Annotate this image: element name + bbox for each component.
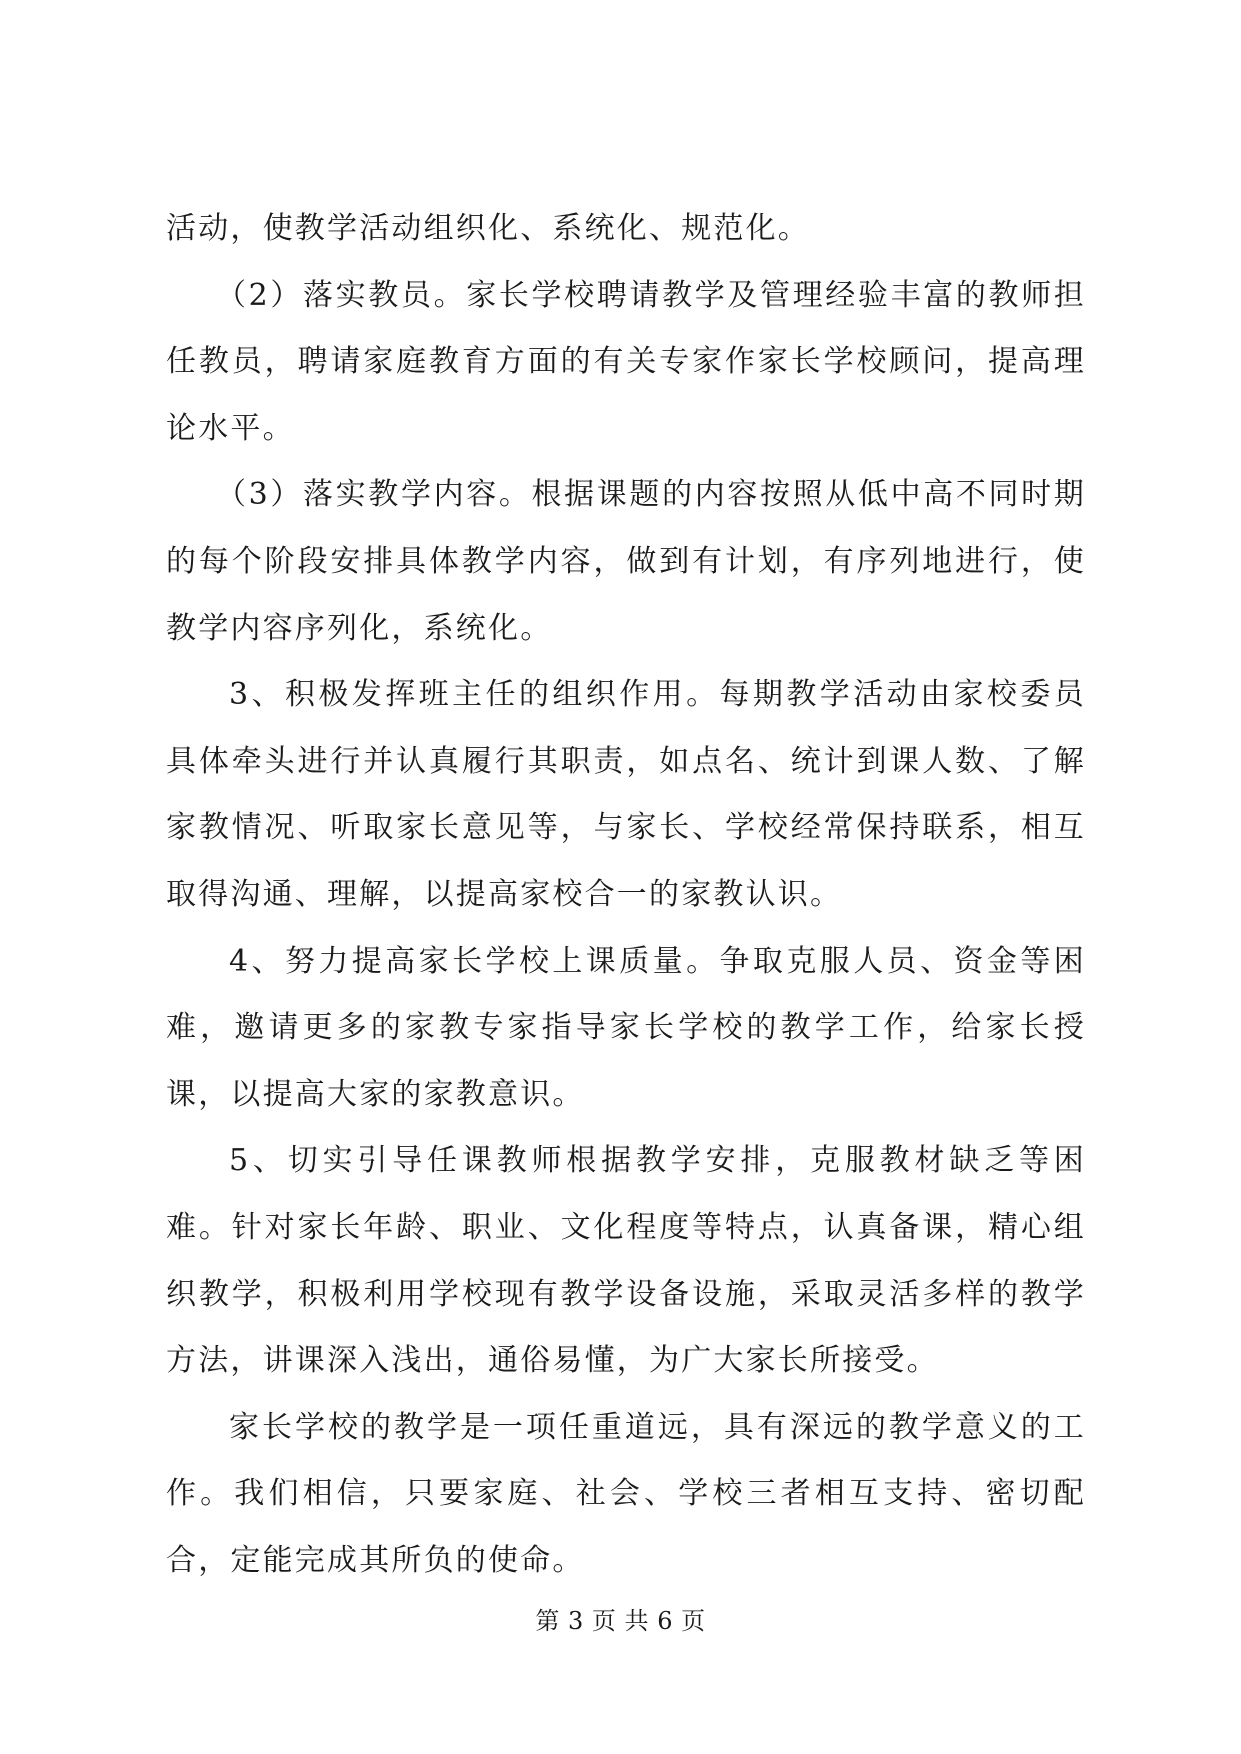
paragraph-point-5: 5、切实引导任课教师根据教学安排，克服教材缺乏等困难。针对家长年龄、职业、文化程度等特点，认真备课，精心组织教学，积极利用学校现有教学设备设施，采取灵活多样的教学方法，讲课深入浅出，通俗易懂，为广大家长所接受。 (166, 1143, 1086, 1379)
paragraph-point-3: 3、积极发挥班主任的组织作用。每期教学活动由家校委员具体牵头进行并认真履行其职责，如点名、统计到课人数、了解家教情况、听取家长意见等，与家长、学校经常保持联系，相互取得沟通、理解，以提高家校合一的家教认识。 (166, 677, 1086, 912)
paragraph-item-3: （3）落实教学内容。根据课题的内容按照从低中高不同时期的每个阶段安排具体教学内容，做到有计划，有序列地进行，使教学内容序列化，系统化。 (166, 477, 1086, 646)
paragraph-conclusion: 家长学校的教学是一项任重道远，具有深远的教学意义的工作。我们相信，只要家庭、社会、学校三者相互支持、密切配合，定能完成其所负的使命。 (166, 1409, 1086, 1578)
paragraph-item-2: （2）落实教员。家长学校聘请教学及管理经验丰富的教师担任教员，聘请家庭教育方面的有关专家作家长学校顾问，提高理论水平。 (166, 277, 1086, 446)
document-body (166, 196, 1086, 1594)
paragraph-continuation: 活动，使教学活动组织化、系统化、规范化。 (166, 211, 810, 246)
paragraph-point-4: 4、努力提高家长学校上课质量。争取克服人员、资金等困难，邀请更多的家教专家指导家长学校的教学工作，给家长授课，以提高大家的家教意识。 (166, 943, 1086, 1112)
page-number-footer: 第 3 页 共 6 页 (535, 1607, 706, 1635)
